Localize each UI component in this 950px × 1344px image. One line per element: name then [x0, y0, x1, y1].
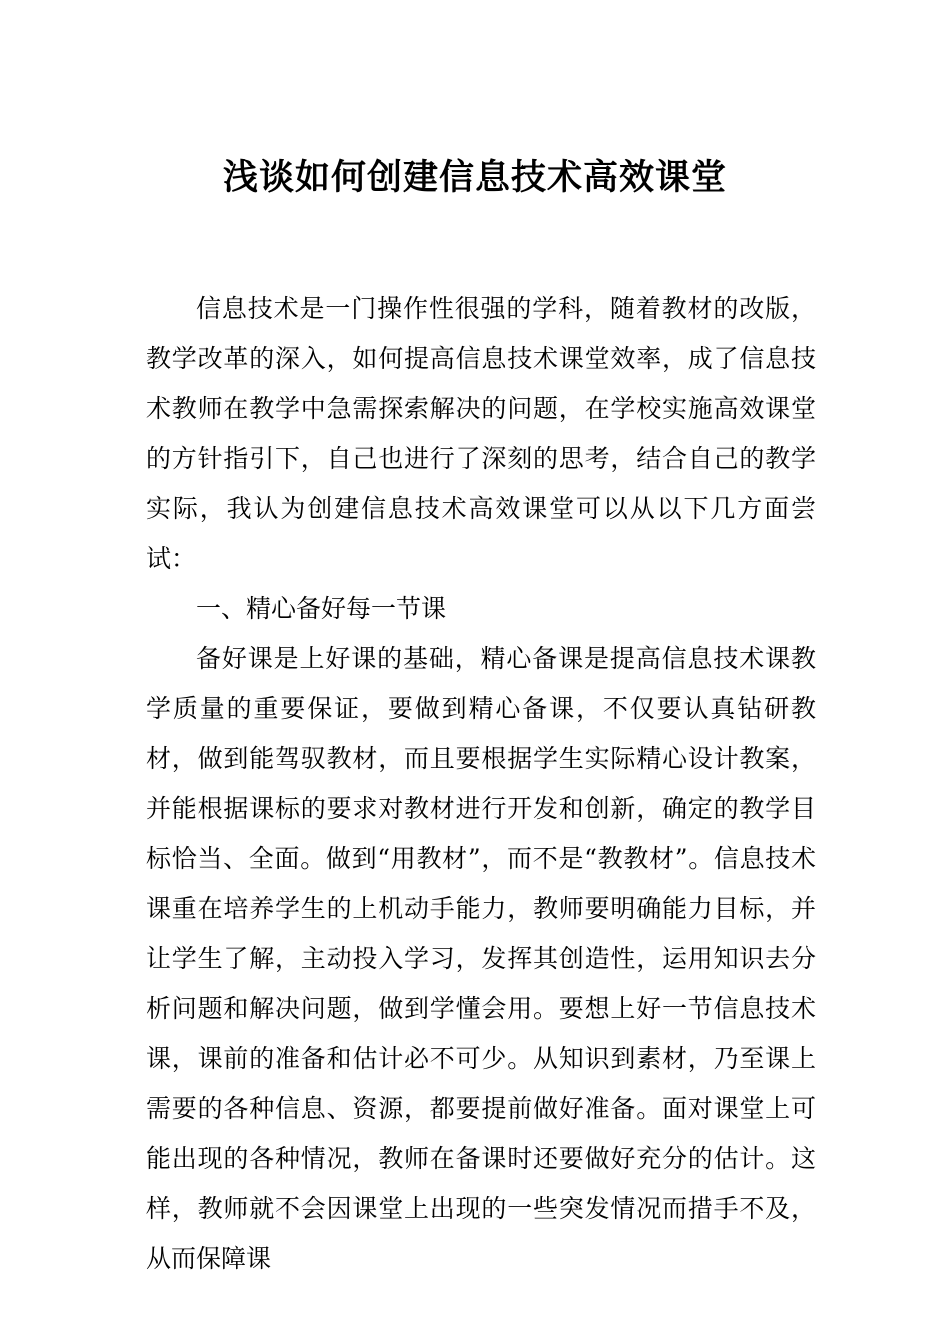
document-title: 浅谈如何创建信息技术高效课堂: [222, 157, 727, 198]
section-paragraph: 备好课是上好课的基础，精心备课是提高信息技术课教学质量的重要保证，要做到精心备课，不仅要认真钻研教材，做到能驾驭教材，而且要根据学生实际精心设计教案，并能根据课标的要求对教材进行开发和创新，确定的教学目标恰当、全面。做到“用教材”，而不是“教教材”。信息技术课重在培养学生的上机动手能力，教师要明确能力目标，并让学生了解，主动投入学习，发挥其创造性，运用知识去分析问题和解决问题，做到学懂会用。要想上好一节信息技术课，课前的准备和估计必不可少。从知识到素材，乃至课上需要的各种信息、资源，都要提前做好准备。面对课堂上可能出现的各种情况，教师在备课时还要做好充分的估计。这样，教师就不会因课堂上出现的一些突发情况而措手不及，从而保障课: [146, 644, 816, 1273]
intro-paragraph: 信息技术是一门操作性很强的学科，随着教材的改版，教学改革的深入，如何提高信息技术课堂效率，成了信息技术教师在教学中急需探索解决的问题，在学校实施高效课堂的方针指引下，自己也进行了深刻的思考，结合自己的教学实际，我认为创建信息技术高效课堂可以从以下几方面尝试：: [146, 294, 816, 573]
document-body: [146, 284, 816, 1284]
section-heading: 一、精心备好每一节课: [196, 594, 447, 623]
